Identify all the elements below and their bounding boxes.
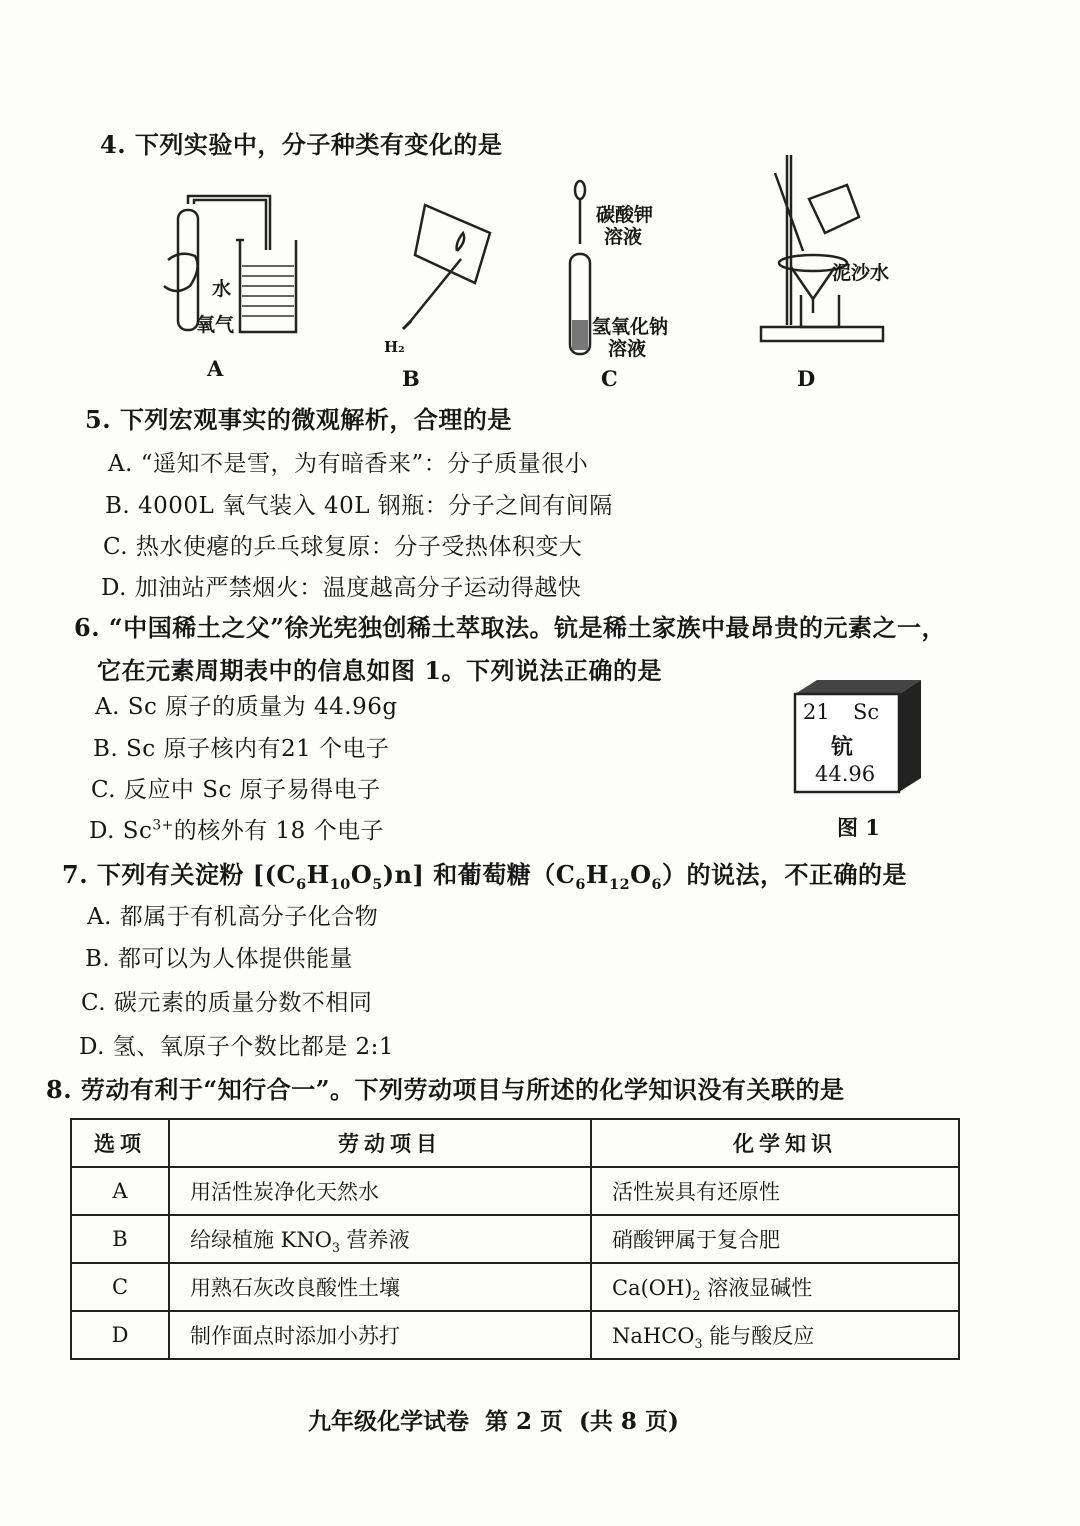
figure-c-top-label-2: 溶液: [604, 226, 643, 248]
q8-table: [70, 1118, 960, 1360]
figure-1-caption: 图 1: [837, 815, 880, 840]
q4-stem: 4. 下列实验中，分子种类有变化的是: [100, 130, 503, 159]
q5-option-d: D. 加油站严禁烟火：温度越高分子运动得越快: [101, 575, 582, 601]
element-name: 钪: [831, 734, 854, 760]
q7-option-b: B. 都可以为人体提供能量: [85, 946, 354, 972]
q5-option-b: B. 4000L 氧气装入 40L 钢瓶：分子之间有间隔: [105, 493, 613, 519]
figure-d-muddy-water-label: 泥沙水: [832, 262, 890, 284]
figure-c-top-label-1: 碳酸钾: [596, 204, 654, 226]
q5-stem: 5. 下列宏观事实的微观解析，合理的是: [85, 405, 512, 434]
figure-c-bottom-label-2: 溶液: [608, 338, 647, 360]
q7-stem: 7. 下列有关淀粉 $[(C_6H_{10}O_5)n]$ 和葡萄糖$(C_6H_{12}O_6)$的说法，不正确的是: [62, 860, 908, 893]
figure-c-bottom-label-1: 氢氧化钠: [592, 316, 669, 338]
element-atomic-mass: 44.96: [815, 762, 876, 786]
page-footer: 九年级化学试卷 第 2 页 (共 8 页): [308, 1408, 679, 1435]
q6-stem-line1: 6. “中国稀土之父”徐光宪独创稀土萃取法。钪是稀土家族中最昂贵的元素之一，: [74, 613, 947, 642]
header-chem-knowledge: 化学知识: [591, 1119, 959, 1167]
row-option: D: [71, 1311, 169, 1359]
table-row: [71, 1263, 959, 1311]
element-symbol: Sc: [853, 700, 880, 724]
q8-table-header: [71, 1119, 959, 1167]
q7-option-c: C. 碳元素的质量分数不相同: [81, 990, 373, 1016]
figure-b-apparatus: [385, 195, 505, 345]
row-labor-item: 用活性炭净化天然水: [169, 1167, 591, 1215]
row-chem-knowledge: 硝酸钾属于复合肥: [591, 1215, 959, 1263]
figure-d-label: D: [797, 366, 816, 391]
figure-c-label: C: [601, 366, 618, 391]
table-row: [71, 1215, 959, 1263]
row-labor-item: 用熟石灰改良酸性土壤: [169, 1263, 591, 1311]
figure-a-oxygen-label: 氧气: [196, 314, 235, 336]
row-labor-item: 制作面点时添加小苏打: [169, 1311, 591, 1359]
element-card-scandium: [795, 680, 925, 796]
q7-option-d: D. 氢、氧原子个数比都是 2:1: [79, 1034, 395, 1060]
row-option: B: [71, 1215, 169, 1263]
q5-option-c: C. 热水使瘪的乒乓球复原：分子受热体积变大: [103, 534, 583, 560]
figure-d-apparatus: [755, 155, 895, 345]
element-atomic-number: 21: [803, 700, 830, 724]
row-chem-knowledge: 活性炭具有还原性: [591, 1167, 959, 1215]
header-labor-item: 劳动项目: [169, 1119, 591, 1167]
figure-a-water-label: 水: [212, 278, 232, 300]
row-labor-item: 给绿植施 $KNO_3$ 营养液: [169, 1215, 591, 1263]
row-option: C: [71, 1263, 169, 1311]
figure-a-label: A: [207, 356, 224, 381]
q6-option-a: A. Sc 原子的质量为 44.96g: [95, 694, 398, 720]
q6-option-d: D. $Sc^{3+}$的核外有 18 个电子: [89, 817, 385, 844]
q6-stem-line2: 它在元素周期表中的信息如图 1。下列说法正确的是: [97, 656, 663, 685]
figure-b-gas-label: H₂: [384, 338, 405, 356]
q6-option-c: C. 反应中 Sc 原子易得电子: [91, 777, 381, 803]
q8-stem: 8. 劳动有利于“知行合一”。下列劳动项目与所述的化学知识没有关联的是: [46, 1075, 845, 1104]
row-chem-knowledge: $Ca(OH)_2$ 溶液显碱性: [591, 1263, 959, 1311]
q7-option-a: A. 都属于有机高分子化合物: [87, 904, 379, 930]
row-chem-knowledge: NaHCO$_3$ 能与酸反应: [591, 1311, 959, 1359]
table-row: [71, 1167, 959, 1215]
figure-b-label: B: [402, 366, 420, 391]
table-row: [71, 1311, 959, 1359]
header-option: 选项: [71, 1119, 169, 1167]
q6-option-b: B. Sc 原子核内有21 个电子: [93, 736, 390, 762]
q5-option-a: A. “遥知不是雪，为有暗香来”：分子质量很小: [108, 451, 589, 477]
row-option: A: [71, 1167, 169, 1215]
